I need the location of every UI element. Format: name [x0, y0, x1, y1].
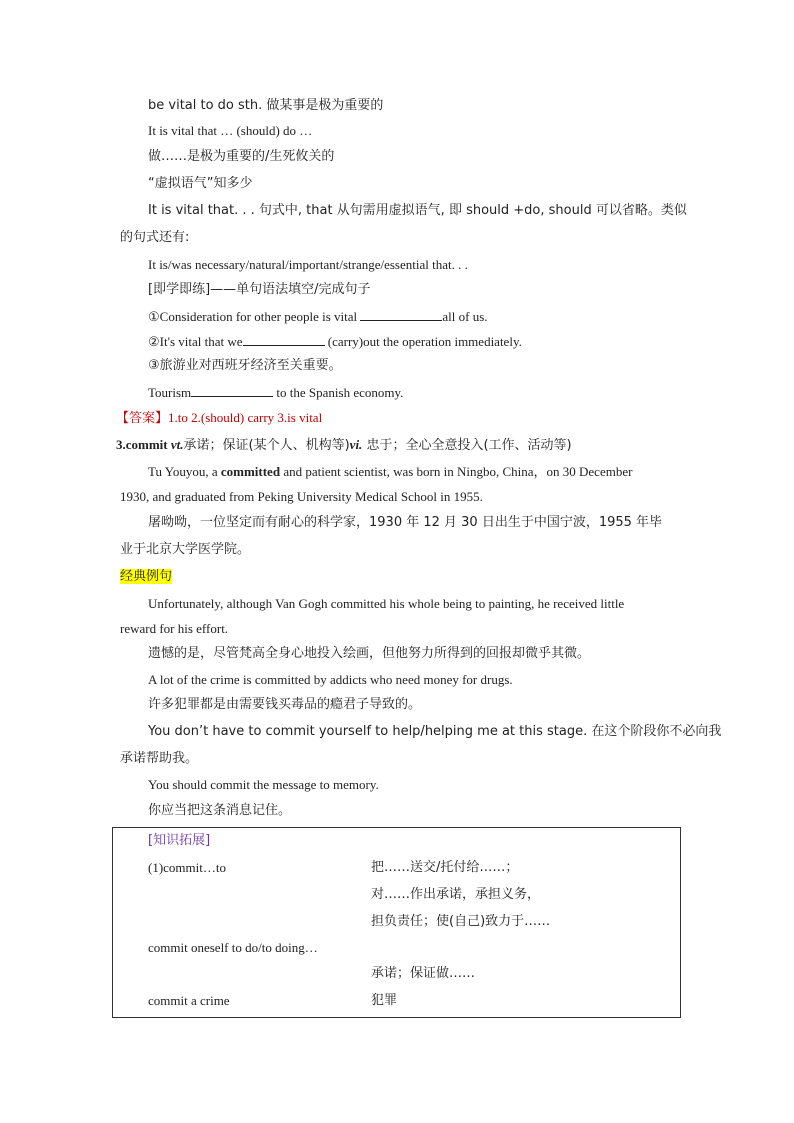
line-vital-phrase: [148, 97, 383, 114]
example-memory-zh: 你应当把这条消息记住。: [148, 803, 292, 818]
line-vital-meaning: 做……是极为重要的/生死攸关的: [148, 149, 335, 164]
example-van-gogh: Unfortunately, although Van Gogh committed his whole being to painting, he received little: [148, 596, 625, 611]
q3-blank: [191, 384, 273, 397]
answer-text: 1.to 2.(should) carry 3.is vital: [168, 410, 323, 425]
box-row2-right: 对……作出承诺，承担义务，: [371, 887, 541, 902]
box-row4-left: commit oneself to do/to doing…: [148, 940, 318, 955]
line-subjunctive-explain-cont: 的句式还有:: [120, 230, 190, 245]
line-similar-patterns: It is/was necessary/natural/important/strange/essential that. . .: [148, 257, 468, 272]
def-vt: 承诺；保证(某个人、机构等): [183, 438, 350, 453]
q3-text-end: to the Spanish economy.: [276, 385, 404, 400]
q2-blank: [243, 333, 325, 346]
answer-label: 【答案】: [116, 411, 169, 426]
example-memory: You should commit the message to memory.: [148, 777, 379, 792]
box-row6-left: commit a crime: [148, 993, 230, 1008]
example-tu-youyou-zh: 屠呦呦，一位坚定而有耐心的科学家，1930 年 12 月 30 日出生于中国宁波，1955 年毕: [148, 515, 663, 530]
pos-vi: vi.: [349, 437, 363, 452]
exercise-q2: [148, 333, 522, 350]
q3-text: Tourism: [148, 385, 192, 400]
box-row6-right: 犯罪: [371, 993, 398, 1008]
example-van-gogh-zh: 遗憾的是，尽管梵高全身心地投入绘画，但他努力所得到的回报却微乎其微。: [148, 646, 591, 661]
answer-line: [116, 410, 322, 427]
line-subjunctive-heading: “虚拟语气”知多少: [148, 176, 253, 191]
text: and patient scientist, was born in Ningbo, China，on 30 December: [280, 464, 633, 479]
box-row3-right: 担负责任；使(自己)致力于……: [371, 914, 551, 929]
box-row1-left: (1)commit…to: [148, 860, 226, 875]
q1-blank: [360, 308, 442, 321]
def-vi: 忠于；全心全意投入(工作、活动等): [362, 438, 572, 453]
text: be vital to do sth. 做某事是极为重要的: [148, 98, 384, 113]
example-tu-youyou: [148, 464, 632, 480]
example-crime-zh: 许多犯罪都是由需要钱买毒品的瘾君子导致的。: [148, 697, 422, 712]
box-row1-right: 把……送交/托付给……；: [371, 860, 519, 875]
example-tu-youyou-zh-cont: 业于北京大学医学院。: [120, 542, 251, 557]
example-commit-yourself-cont: 承诺帮助我。: [120, 751, 199, 766]
line-subjunctive-explain: It is vital that. . . 句式中, that 从句需用虚拟语气, 即 should +do, should 可以省略。类似: [148, 203, 687, 218]
entry-heading-commit: [116, 437, 572, 454]
exercise-q3: ③旅游业对西班牙经济至关重要。: [148, 358, 342, 373]
q1-text: ①Consideration for other people is vital: [148, 309, 358, 324]
exercise-q3-sentence: [148, 384, 403, 401]
box-title: [知识拓展]: [148, 833, 211, 848]
q2-text-end: (carry)out the operation immediately.: [327, 334, 522, 349]
q2-text: ②It's vital that we: [148, 334, 243, 349]
headword: 3.commit: [116, 437, 168, 452]
example-tu-youyou-cont: 1930, and graduated from Peking University Medical School in 1955.: [120, 489, 483, 504]
example-commit-yourself: You don’t have to commit yourself to help/helping me at this stage. 在这个阶段你不必向我: [148, 724, 722, 739]
example-crime: A lot of the crime is committed by addicts who need money for drugs.: [148, 672, 513, 687]
example-van-gogh-cont: reward for his effort.: [120, 621, 229, 636]
classic-examples-label: [120, 569, 172, 585]
bold-word: committed: [220, 464, 281, 479]
exercise-q1: [148, 308, 488, 325]
text: Tu Youyou, a: [148, 464, 221, 479]
highlight-label: 经典例句: [120, 569, 173, 584]
line-vital-that: It is vital that … (should) do …: [148, 123, 313, 138]
box-row5-right: 承诺；保证做……: [371, 966, 476, 981]
pos-vt: vt.: [170, 437, 184, 452]
exercise-heading: [即学即练]——单句语法填空/完成句子: [148, 282, 371, 297]
q1-text-end: all of us.: [442, 309, 488, 324]
